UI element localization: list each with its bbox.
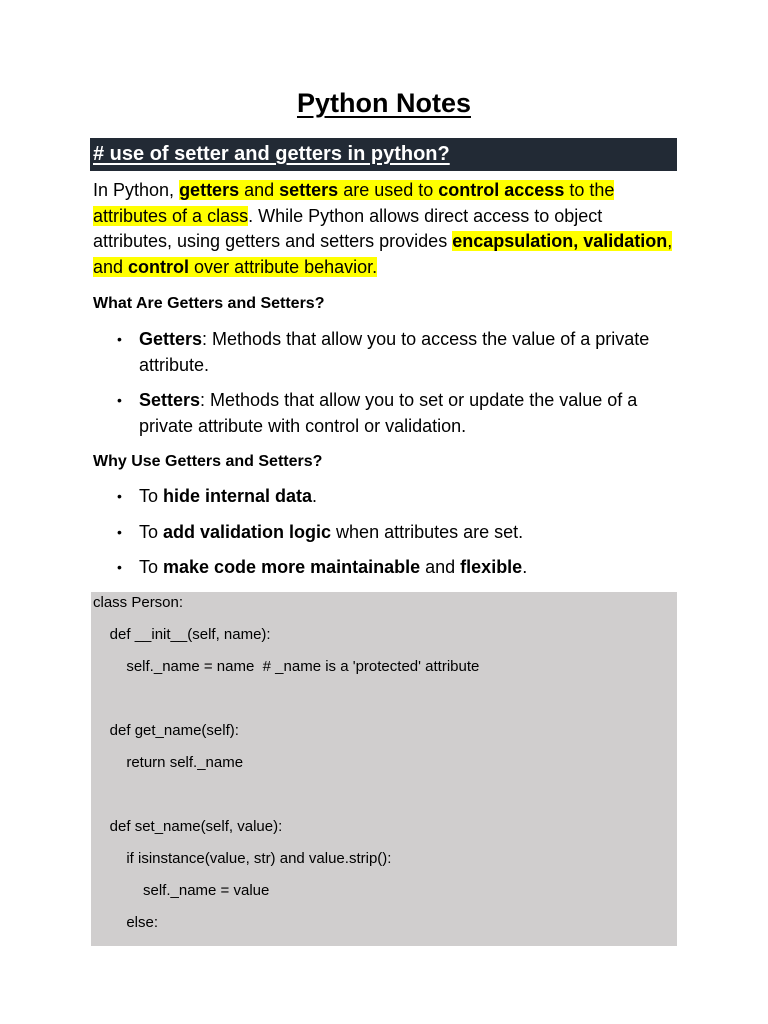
- item-term: flexible: [460, 557, 523, 577]
- list-item: [93, 388, 683, 439]
- code-line: self._name = name # _name is a 'protected' attribute: [93, 658, 480, 675]
- term-encapsulation: encapsulation, validation: [452, 231, 668, 251]
- intro-text: over attribute behavior.: [189, 256, 378, 277]
- item-text: .: [312, 486, 318, 506]
- intro-text: In Python,: [93, 180, 180, 200]
- list-item: [93, 520, 683, 546]
- item-term: make code more maintainable: [163, 557, 421, 577]
- item-term: add validation logic: [163, 521, 332, 542]
- code-line: if isinstance(value, str) and value.strip():: [93, 850, 392, 867]
- what-heading: What Are Getters and Setters?: [93, 295, 325, 312]
- code-line: return self._name: [93, 754, 244, 771]
- list-item: [93, 555, 683, 581]
- intro-text: . While Python allows direct access to object attributes, using getters and setters provides: [93, 205, 603, 251]
- item-text: To: [139, 521, 164, 542]
- code-line: def __init__(self, name):: [93, 626, 271, 643]
- term-control: control: [128, 256, 190, 277]
- list-item: [93, 484, 683, 510]
- code-line: else:: [93, 914, 159, 931]
- section-heading: # use of setter and getters in python?: [90, 138, 677, 171]
- intro-text: are used to: [338, 180, 439, 200]
- intro-text: and: [239, 180, 280, 200]
- list-item: [93, 327, 683, 378]
- intro-paragraph: [93, 178, 683, 280]
- code-block: [91, 592, 677, 946]
- intro-text: to the attributes of a class: [93, 180, 615, 226]
- intro-text: , and: [93, 231, 673, 277]
- what-list: [93, 327, 683, 439]
- term-control-access: control access: [438, 180, 565, 200]
- item-text: To: [139, 486, 164, 506]
- bullet-icon: •: [117, 488, 122, 504]
- code-line: class Person:: [93, 594, 184, 611]
- bullet-icon: •: [117, 331, 122, 347]
- code-line: self._name = value: [93, 882, 270, 899]
- code-line: def get_name(self):: [93, 722, 239, 739]
- item-term: hide internal data: [163, 486, 313, 506]
- term-getters: getters: [179, 180, 240, 200]
- term-setters: setters: [279, 180, 339, 200]
- item-text: .: [522, 557, 528, 577]
- item-text: and: [420, 557, 461, 577]
- item-text: : Methods that allow you to access the value of a private attribute.: [139, 329, 650, 375]
- bullet-icon: •: [117, 559, 122, 575]
- item-text: : Methods that allow you to set or update the value of a private attribute with control or validation.: [139, 390, 638, 436]
- code-line: def set_name(self, value):: [93, 818, 283, 835]
- bullet-icon: •: [117, 523, 122, 540]
- item-term: Setters: [139, 390, 201, 410]
- item-term: Getters: [139, 329, 203, 349]
- why-heading: Why Use Getters and Setters?: [93, 453, 323, 470]
- item-text: To: [139, 557, 164, 577]
- page-title: Python Notes: [296, 88, 471, 118]
- why-list: [93, 484, 683, 581]
- item-text: when attributes are set.: [331, 521, 524, 542]
- bullet-icon: •: [117, 392, 122, 408]
